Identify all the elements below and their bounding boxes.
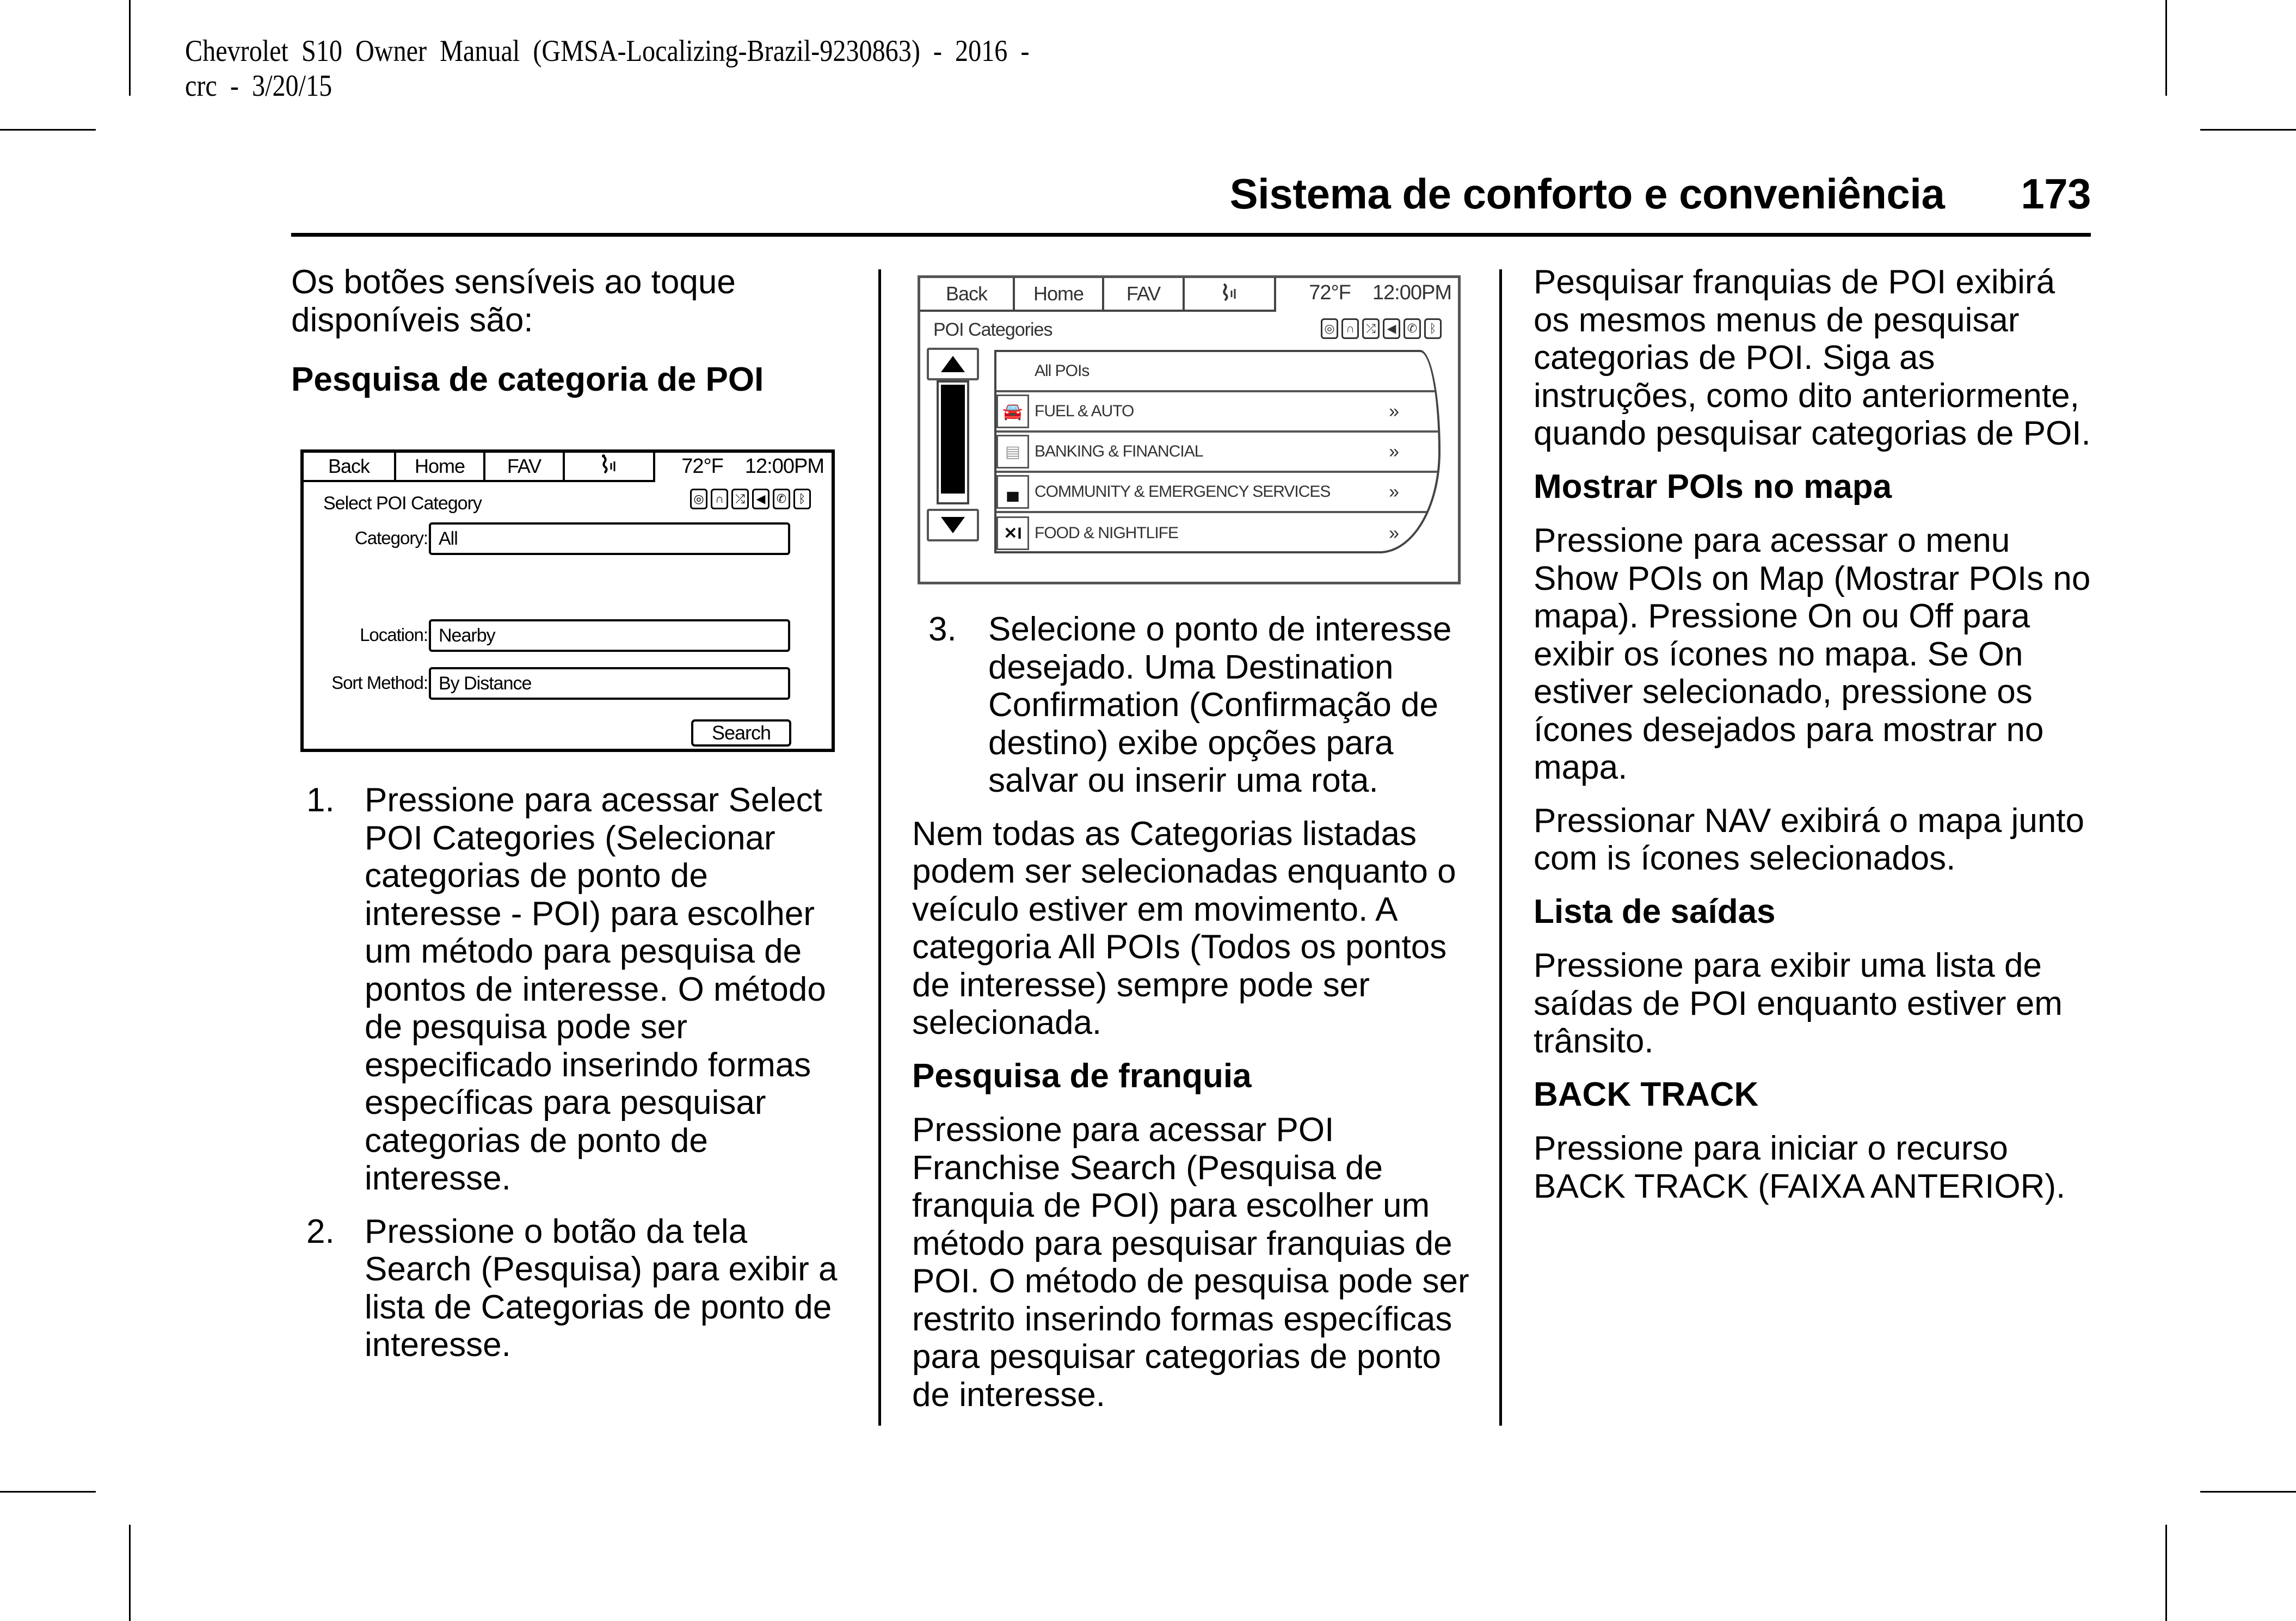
select-poi-category-screen [300, 449, 835, 752]
franchise-heading: Pesquisa de franquia [912, 1057, 1252, 1095]
section-header [291, 170, 2091, 219]
column-1-steps [291, 781, 841, 1379]
chevron-right-icon: » [1389, 441, 1399, 462]
exits-heading: Lista de saídas [1534, 892, 1776, 930]
chevron-right-icon: » [1389, 481, 1399, 502]
bank-icon: ▤ [996, 435, 1029, 469]
sort-method-field[interactable]: By Distance [429, 667, 790, 700]
voice-tab[interactable] [1185, 278, 1276, 312]
back-tab[interactable]: Back [920, 278, 1015, 312]
bluetooth-icon: ᛒ [1424, 318, 1442, 339]
status-area [1309, 281, 1451, 305]
screen-subtitle: Select POI Category [323, 493, 482, 514]
step-2 [291, 1213, 841, 1364]
headphones-icon: ∩ [1341, 318, 1359, 339]
column-3-text [1534, 263, 2094, 1221]
list-item-fuel-auto[interactable]: 🚘 FUEL & AUTO » [996, 392, 1438, 433]
crop-mark-top-left-horizontal [0, 129, 96, 131]
voice-command-icon [1218, 282, 1240, 306]
category-label: Category: [354, 528, 428, 548]
page-number: 173 [2021, 170, 2091, 218]
location-label: Location: [360, 625, 428, 645]
status-icons [1321, 318, 1442, 339]
step-number: 1. [306, 781, 335, 819]
clock: 12:00PM [744, 455, 824, 478]
temperature: 72°F [681, 455, 723, 478]
car-icon: 🚘 [996, 395, 1029, 428]
bluetooth-icon: ᛒ [793, 489, 811, 509]
scroll-down-icon [941, 517, 965, 533]
home-tab[interactable]: Home [396, 453, 485, 482]
poi-categories-screen [918, 275, 1461, 584]
scroll-down-button[interactable] [927, 509, 979, 541]
fav-tab[interactable]: FAV [485, 453, 565, 482]
column-divider-2 [1499, 269, 1502, 1426]
screen-subtitle: POI Categories [933, 319, 1052, 340]
list-item-food-nightlife[interactable]: ✕I FOOD & NIGHTLIFE » [996, 513, 1438, 553]
scroll-up-button[interactable] [927, 348, 979, 380]
list-item-community-emergency[interactable]: ▄ COMMUNITY & EMERGENCY SERVICES » [996, 473, 1438, 513]
moving-note: Nem todas as Categorias listadas podem ser selecionadas enquanto o veículo estiver em movimento. A categoria All POIs (Todos os pontos de interesse) sempre pode ser selecionada. [912, 815, 1456, 1041]
scroll-up-icon [941, 356, 965, 372]
franchise-paragraph: Pressione para acessar POI Franchise Search (Pesquisa de franquia de POI) para escolher um método para pesquisar franquias de POI. O método de pesquisa pode ser restrito inserindo formas específicas para pesquisar categorias de ponto de interesse. [912, 1111, 1469, 1414]
headphones-icon: ∩ [711, 489, 728, 509]
step-1 [291, 781, 841, 1198]
poi-category-heading: Pesquisa de categoria de POI [291, 361, 764, 398]
home-tab[interactable]: Home [1015, 278, 1104, 312]
phone-icon: ✆ [1404, 318, 1421, 339]
temperature: 72°F [1309, 281, 1351, 304]
intro-paragraph: Os botões sensíveis ao toque disponíveis são: [291, 263, 736, 339]
step-number: 2. [306, 1212, 335, 1250]
running-header-line2: crc - 3/20/15 [185, 69, 333, 103]
nav-paragraph: Pressionar NAV exibirá o mapa junto com is ícones selecionados. [1534, 802, 2085, 877]
sort-method-label: Sort Method: [331, 673, 428, 693]
phone-icon: ✆ [773, 489, 790, 509]
crop-mark-bottom-right-vertical [2165, 1525, 2167, 1621]
step-3 [912, 611, 1473, 800]
title-rule [291, 233, 2091, 237]
running-header-line1: Chevrolet S10 Owner Manual (GMSA-Localizing-Brazil-9230863) - 2016 - [185, 34, 1030, 68]
crop-mark-top-right-horizontal [2200, 129, 2296, 131]
shuffle-icon: ⤮ [1362, 318, 1380, 339]
crop-mark-top-right-vertical [2165, 0, 2167, 96]
exits-paragraph: Pressione para exibir uma lista de saídas de POI enquanto estiver em trânsito. [1534, 947, 2063, 1060]
crop-mark-top-left-vertical [129, 0, 131, 96]
poi-category-list [994, 350, 1441, 553]
step-text: Pressione para acessar Select POI Categories (Selecionar categorias de ponto de interesse - POI) para escolher um método para pesquisa de pontos de interesse. O método de pesquisa pode ser especificado inserindo formas específicas para pesquisar categorias de ponto de interesse. [365, 781, 826, 1197]
cd-icon: ◎ [690, 489, 707, 509]
clock: 12:00PM [1372, 281, 1451, 304]
column-divider-1 [878, 269, 881, 1426]
running-header [185, 34, 1029, 103]
backtrack-heading: BACK TRACK [1534, 1075, 1759, 1113]
community-icon: ▄ [996, 475, 1029, 509]
shuffle-icon: ⤮ [731, 489, 749, 509]
chevron-right-icon: » [1389, 400, 1399, 422]
franchise-continued: Pesquisar franquias de POI exibirá os mesmos menus de pesquisar categorias de POI. Siga as instruções, como dito anteriormente, quando pesquisar categorias de POI. [1534, 263, 2091, 452]
step-text: Selecione o ponto de interesse desejado. Uma Destination Confirmation (Confirmação de destino) exibe opções para salvar ou inserir uma rota. [988, 611, 1452, 799]
crop-mark-bottom-left-horizontal [0, 1491, 96, 1493]
screen-tab-bar [304, 453, 655, 483]
voice-tab[interactable] [565, 453, 655, 482]
scrollbar[interactable] [937, 380, 969, 504]
food-icon: ✕I [996, 516, 1029, 550]
status-area [681, 455, 824, 478]
step-number: 3. [928, 611, 957, 648]
mute-icon: ◀ [752, 489, 770, 509]
screen-tab-bar [920, 278, 1276, 312]
search-button[interactable]: Search [691, 719, 791, 747]
crop-mark-bottom-left-vertical [129, 1525, 131, 1621]
mute-icon: ◀ [1383, 318, 1400, 339]
voice-command-icon [598, 454, 620, 478]
back-tab[interactable]: Back [304, 453, 396, 482]
chevron-right-icon: » [1389, 522, 1399, 544]
crop-mark-bottom-right-horizontal [2200, 1491, 2296, 1493]
fav-tab[interactable]: FAV [1104, 278, 1185, 312]
location-field[interactable]: Nearby [429, 619, 790, 652]
backtrack-paragraph: Pressione para iniciar o recurso BACK TRACK (FAIXA ANTERIOR). [1534, 1130, 2066, 1205]
section-title: Sistema de conforto e conveniência [1229, 170, 1945, 218]
list-item-all-pois[interactable]: All POIs [996, 352, 1438, 392]
step-text: Pressione o botão da tela Search (Pesquisa) para exibir a lista de Categorias de ponto de interesse. [365, 1212, 838, 1364]
list-item-banking-financial[interactable]: ▤ BANKING & FINANCIAL » [996, 433, 1438, 473]
scrollbar-thumb[interactable] [941, 385, 965, 494]
column-2-text [912, 611, 1473, 1429]
cd-icon: ◎ [1321, 318, 1338, 339]
status-icons [690, 489, 811, 509]
show-pois-heading: Mostrar POIs no mapa [1534, 467, 1892, 506]
show-pois-paragraph: Pressione para acessar o menu Show POIs on Map (Mostrar POIs no mapa). Pressione On ou Off para exibir os ícones no mapa. Se On estiver selecionado, pressione os ícones desejados para mostrar no mapa. [1534, 522, 2091, 786]
category-field[interactable]: All [429, 522, 790, 555]
column-1-top [291, 263, 841, 415]
